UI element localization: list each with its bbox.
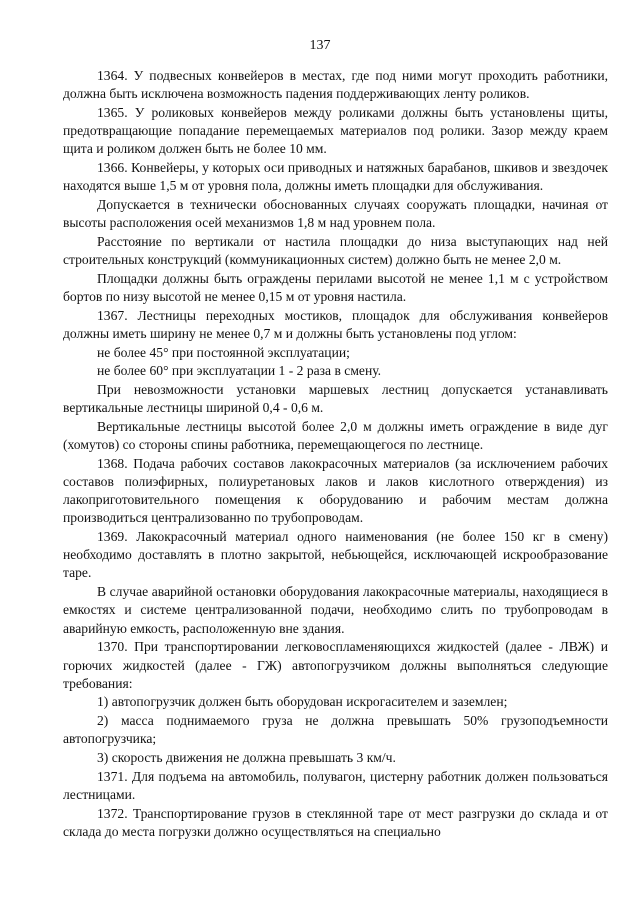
paragraph-1369-emergency: В случае аварийной остановки оборудования лакокрасочные материалы, находящиеся в емкостях и системе централизованной подачи, необходимо слить по трубопроводам в аварийную емкость, расположенную вне здания.	[63, 584, 608, 636]
paragraph-1366-allowance: Допускается в технически обоснованных случаях сооружать площадки, начиная от высоты расположения осей механизмов 1,8 м над уровнем пола.	[63, 196, 608, 231]
paragraph-1369: 1369. Лакокрасочный материал одного наименования (не более 150 кг в смену) необходимо доставлять в плотно закрытой, небьющейся, исключающей искрообразование таре.	[63, 529, 608, 581]
list-item-speed-limit: 3) скорость движения не должна превышать 3 км/ч.	[97, 750, 396, 766]
paragraph-1365: 1365. У роликовых конвейеров между роликами должны быть установлены щиты, предотвращающие попадание перемещаемых материалов под ролики. Зазор между краем щита и роликом должен быть не более 10 мм.	[63, 104, 608, 157]
paragraph-1366-clearance: Расстояние по вертикали от настила площадки до низа выступающих над ней строительных конструкций (коммуникационных систем) должно быть не менее 2,0 м.	[63, 233, 608, 268]
list-item-spark-arrester: 1) автопогрузчик должен быть оборудован искрогасителем и заземлен;	[97, 694, 508, 710]
page-number: 137	[309, 38, 331, 53]
paragraph-1368: 1368. Подача рабочих составов лакокрасочных материалов (за исключением рабочих составов полиэфирных, полиуретановых лаков и лаков кислотного отверждения) из лакоприготовительного помещения к оборудованию и рабочим местам должна производиться централизованно по трубопроводам.	[63, 455, 608, 526]
document-body	[63, 67, 608, 842]
list-item-load-limit: 2) масса поднимаемого груза не должна превышать 50% грузоподъемности автопогрузчика;	[63, 713, 608, 747]
paragraph-1367-ladder-guard: Вертикальные лестницы высотой более 2,0 м должны иметь ограждение в виде дуг (хомутов) со стороны спины работника, перемещающегося по лестнице.	[63, 418, 608, 453]
paragraph-1372: 1372. Транспортирование грузов в стеклянной таре от мест разгрузки до склада и от склада до места погрузки должно осуществляться на специально	[63, 805, 608, 839]
paragraph-1367: 1367. Лестницы переходных мостиков, площадок для обслуживания конвейеров должны иметь ширину не менее 0,7 м и должны быть установлены под углом:	[63, 307, 608, 341]
paragraph-1366: 1366. Конвейеры, у которых оси приводных и натяжных барабанов, шкивов и звездочек находятся выше 1,5 м от уровня пола, должны иметь площадки для обслуживания.	[63, 160, 608, 194]
list-item-angle-45: не более 45° при постоянной эксплуатации;	[97, 344, 350, 360]
paragraph-1367-vertical-ladders: При невозможности установки маршевых лестниц допускается устанавливать вертикальные лестницы шириной 0,4 - 0,6 м.	[63, 381, 608, 416]
paragraph-1371: 1371. Для подъема на автомобиль, полувагон, цистерну работник должен пользоваться лестницами.	[63, 768, 608, 802]
paragraph-1370: 1370. При транспортировании легковоспламеняющихся жидкостей (далее - ЛВЖ) и горючих жидкостей (далее - ГЖ) автопогрузчиком должны выполняться следующие требования:	[63, 639, 608, 691]
paragraph-1364: 1364. У подвесных конвейеров в местах, где под ними могут проходить работники, должна быть исключена возможность падения поддерживающих ленту роликов.	[63, 68, 608, 102]
list-item-angle-60: не более 60° при эксплуатации 1 - 2 раза в смену.	[97, 363, 382, 379]
paragraph-1366-railings: Площадки должны быть ограждены перилами высотой не менее 1,1 м с устройством бортов по низу высотой не менее 0,15 м от уровня настила.	[63, 270, 608, 304]
